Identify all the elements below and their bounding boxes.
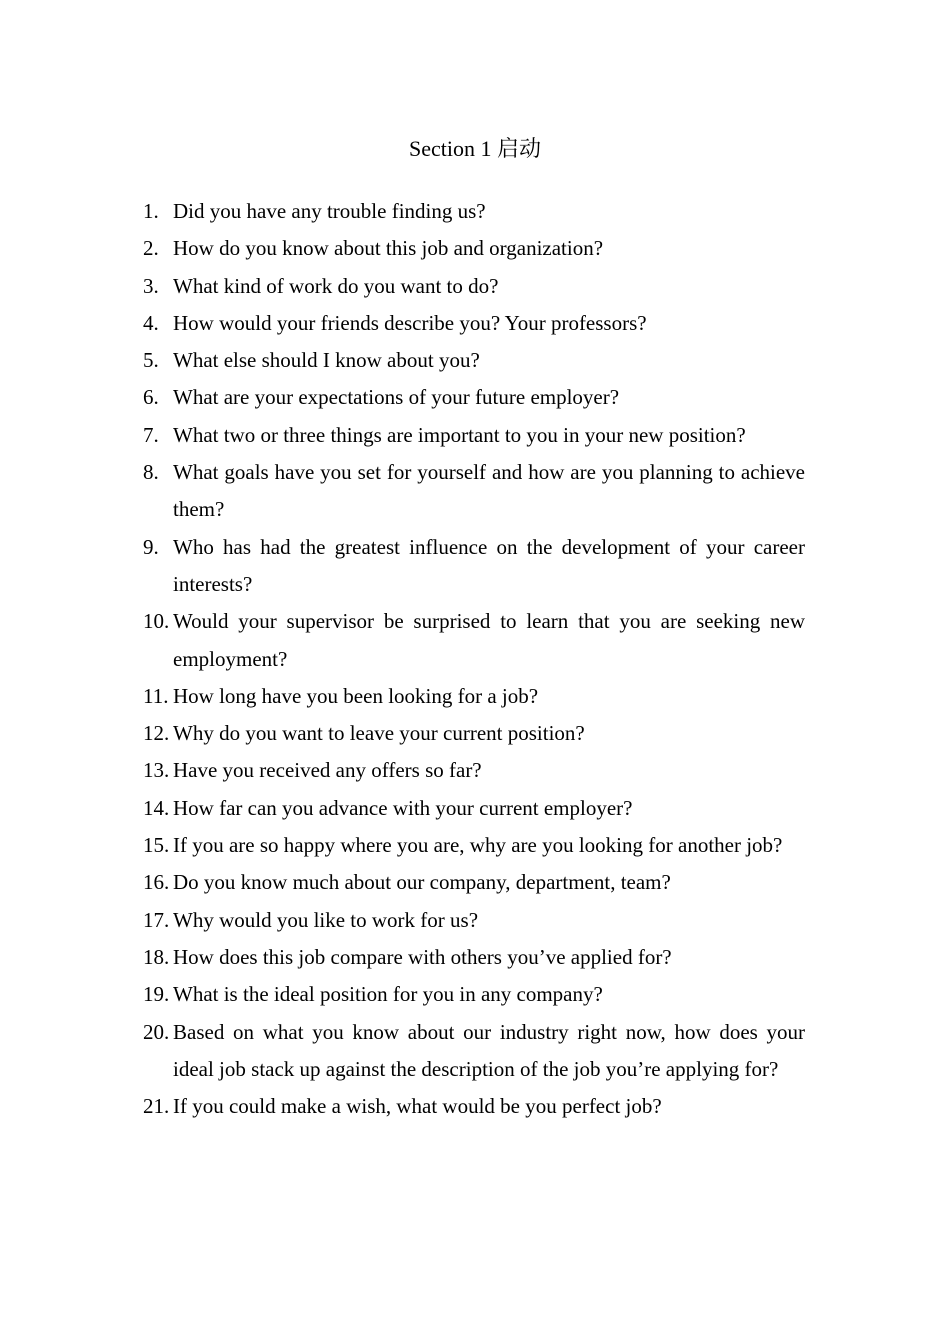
question-text: Who has had the greatest influence on the development of your career interests? xyxy=(173,534,805,596)
question-item xyxy=(143,715,805,752)
question-number: 13. xyxy=(143,758,170,783)
question-item xyxy=(143,902,805,939)
question-text: What goals have you set for yourself and how are you planning to achieve them? xyxy=(173,460,805,522)
question-item xyxy=(143,864,805,901)
question-text: What are your expectations of your future employer? xyxy=(173,385,620,410)
question-number: 8. xyxy=(143,460,159,485)
question-text: If you could make a wish, what would be you perfect job? xyxy=(173,1094,662,1119)
question-text: How do you know about this job and organization? xyxy=(173,236,604,261)
question-item xyxy=(143,529,805,604)
question-item xyxy=(143,939,805,976)
question-text: What two or three things are important to you in your new position? xyxy=(173,422,746,447)
question-number: 18. xyxy=(143,944,170,969)
question-item xyxy=(143,193,805,230)
question-number: 2. xyxy=(143,236,159,261)
question-item xyxy=(143,827,805,864)
question-number: 19. xyxy=(143,982,170,1007)
question-text: If you are so happy where you are, why are you looking for another job? xyxy=(173,833,783,858)
question-text: Do you know much about our company, department, team? xyxy=(173,870,671,895)
question-number: 20. xyxy=(143,1019,170,1044)
question-number: 3. xyxy=(143,273,159,298)
question-number: 17. xyxy=(143,907,170,932)
question-item xyxy=(143,268,805,305)
section-title: Section 1 启动 xyxy=(409,136,541,161)
question-text: Based on what you know about our industry right now, how does your ideal job stack up against the description of the job you’re applying for? xyxy=(173,1019,805,1081)
question-item xyxy=(143,976,805,1013)
question-number: 1. xyxy=(143,199,159,223)
question-number: 15. xyxy=(143,833,170,858)
question-number: 12. xyxy=(143,721,170,746)
question-list xyxy=(143,193,805,1125)
question-item xyxy=(143,305,805,342)
question-item xyxy=(143,752,805,789)
question-number: 10. xyxy=(143,609,170,634)
question-item xyxy=(143,342,805,379)
question-item xyxy=(143,230,805,267)
question-text: Would your supervisor be surprised to learn that you are seeking new employment? xyxy=(173,609,805,671)
question-text: Why do you want to leave your current position? xyxy=(173,721,585,746)
question-text: What kind of work do you want to do? xyxy=(173,273,499,298)
question-number: 5. xyxy=(143,348,159,373)
question-text: Have you received any offers so far? xyxy=(173,758,482,783)
question-number: 4. xyxy=(143,310,159,335)
question-item xyxy=(143,603,805,678)
question-number: 7. xyxy=(143,422,159,447)
question-text: How does this job compare with others you’ve applied for? xyxy=(173,944,672,969)
question-item xyxy=(143,678,805,715)
question-item xyxy=(143,417,805,454)
question-text: What is the ideal position for you in any company? xyxy=(173,982,603,1007)
question-number: 11. xyxy=(143,683,169,708)
question-number: 21. xyxy=(143,1094,170,1119)
question-item xyxy=(143,1088,805,1125)
question-number: 9. xyxy=(143,534,159,559)
question-text: What else should I know about you? xyxy=(173,348,480,373)
question-text: How far can you advance with your current employer? xyxy=(173,795,633,820)
question-item xyxy=(143,379,805,416)
question-item xyxy=(143,454,805,529)
question-text: How would your friends describe you? Your professors? xyxy=(173,310,647,335)
question-text: How long have you been looking for a job? xyxy=(173,683,539,708)
question-item xyxy=(143,1014,805,1089)
question-number: 16. xyxy=(143,870,170,895)
question-number: 14. xyxy=(143,795,170,820)
question-item xyxy=(143,790,805,827)
question-text: Why would you like to work for us? xyxy=(173,907,479,932)
question-text: Did you have any trouble finding us? xyxy=(173,199,486,223)
question-number: 6. xyxy=(143,385,159,410)
